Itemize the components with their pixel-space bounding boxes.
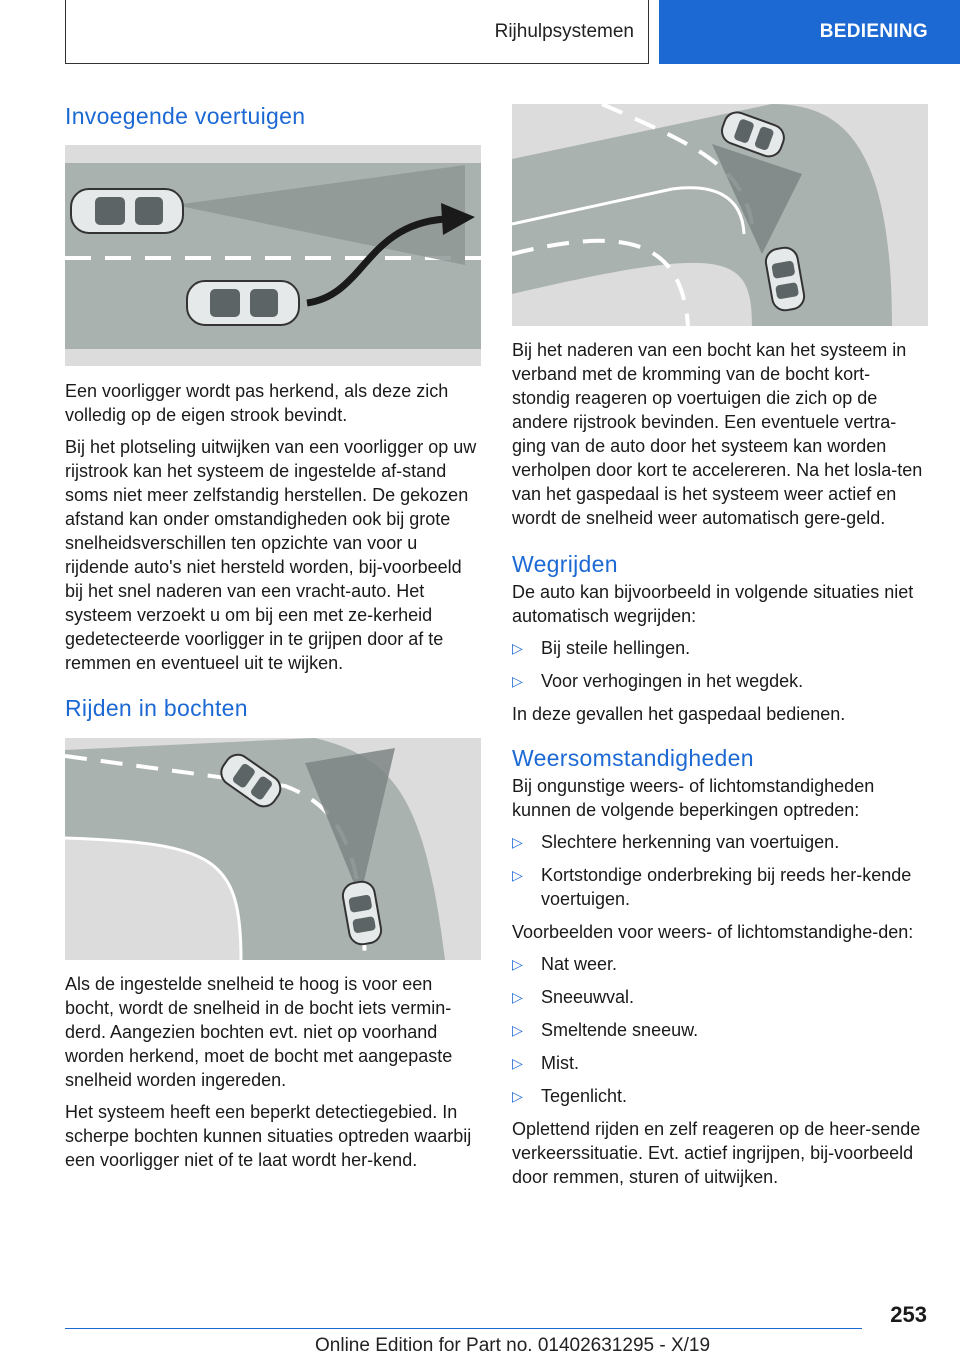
bullet-icon: ▷ <box>512 834 523 850</box>
list-weather-examples <box>512 952 928 1108</box>
figure-bend-left <box>65 738 481 960</box>
bullet-icon: ▷ <box>512 673 523 689</box>
footer-divider <box>65 1328 862 1329</box>
paragraph-recognition: Een voorligger wordt pas herkend, als deze zich volledig op de eigen strook bevindt. <box>65 381 449 425</box>
bullet-icon: ▷ <box>512 989 523 1005</box>
figure-merging-vehicle <box>65 145 481 366</box>
header-section-title: Rijhulpsystemen <box>494 20 634 42</box>
heading-merging-vehicles: Invoegende voertuigen <box>65 103 306 129</box>
heading-driving-bends: Rijden in bochten <box>65 695 248 721</box>
paragraph-other-lane: Bij het naderen van een bocht kan het systeem in verband met de kromming van de bocht kort-stondig reageren op voertuigen die zich op de andere rijstrook bevinden. Een eventuele vertra-ging van de auto door het systeem kan worden verholpen door kort te accelereren. Na het losla-ten van het gaspedaal is het systeem weer actief en wordt de snelheid weer automatisch gere-geld. <box>512 340 923 528</box>
paragraph-detection-range: Het systeem heeft een beperkt detectiegebied. In scherpe bochten kunnen situaties optreden waarbij een voorligger niet of te laat wordt her-kend. <box>65 1102 472 1170</box>
paragraph-weather-examples: Voorbeelden voor weers- of lichtomstandighe-den: <box>512 922 914 942</box>
header-section-box <box>65 0 649 64</box>
list-item: ▷ Nat weer. <box>512 954 618 974</box>
car-own-icon <box>187 281 299 325</box>
figure-bend-right <box>512 104 928 326</box>
list-item: ▷ Sneeuwval. <box>512 987 635 1007</box>
list-item: ▷ Kortstondige onderbreking bij reeds her-kende voertuigen. <box>512 865 912 909</box>
bullet-icon: ▷ <box>512 867 523 883</box>
list-item: ▷ Bij steile hellingen. <box>512 638 691 658</box>
list-driving-off <box>512 636 928 693</box>
bullet-icon: ▷ <box>512 956 523 972</box>
right-column <box>512 104 928 1197</box>
list-item: ▷ Voor verhogingen in het wegdek. <box>512 671 804 691</box>
list-item: ▷ Tegenlicht. <box>512 1086 628 1106</box>
paragraph-driving-off: De auto kan bijvoorbeeld in volgende situaties niet automatisch wegrijden: <box>512 582 914 626</box>
heading-weather: Weersomstandigheden <box>512 745 754 771</box>
footer-edition: Online Edition for Part no. 01402631295 - X/19 <box>315 1335 711 1356</box>
heading-driving-off: Wegrijden <box>512 551 618 577</box>
left-column <box>65 104 481 1180</box>
bullet-icon: ▷ <box>512 640 523 656</box>
paragraph-attentive-driving: Oplettend rijden en zelf reageren op de heer-sende verkeerssituatie. Evt. actief ingrijpen, bij-voorbeeld door remmen, sturen of uitwijken. <box>512 1119 921 1187</box>
bullet-icon: ▷ <box>512 1088 523 1104</box>
page-number: 253 <box>890 1302 927 1327</box>
list-weather-limits <box>512 830 928 911</box>
paragraph-bend-speed: Als de ingestelde snelheid te hoog is voor een bocht, wordt de snelheid in de bocht iets vermin-derd. Aangezien bochten evt. niet op voorhand worden herkend, moet de bocht met aangepaste snelheid worden ingereden. <box>65 974 453 1090</box>
header-chapter-box <box>659 0 960 64</box>
list-item: ▷ Mist. <box>512 1053 579 1073</box>
paragraph-sudden-swerve: Bij het plotseling uitwijken van een voorligger op uw rijstrook kan het systeem de ingestelde af-stand soms niet meer zelfstandig herstellen. De gekozen afstand kan onder omstandigheden ook bij grote snelheidsverschillen ten opzichte van voor u rijdende auto's niet hersteld worden, bij-voorbeeld bij het snel naderen van een vracht-auto. Het systeem verzoekt u om bij een met ze-kerheid gedetecteerde voorligger in te grijpen door af te remmen en eventueel uit te wijken. <box>65 437 477 673</box>
paragraph-weather-limits: Bij ongunstige weers- of lichtomstandigheden kunnen de volgende beperkingen optreden: <box>512 776 875 820</box>
header-chapter-title: BEDIENING <box>819 21 928 42</box>
list-item: ▷ Slechtere herkenning van voertuigen. <box>512 832 840 852</box>
car-front-icon <box>71 189 183 233</box>
paragraph-use-accelerator: In deze gevallen het gaspedaal bedienen. <box>512 704 846 724</box>
list-item: ▷ Smeltende sneeuw. <box>512 1020 699 1040</box>
bullet-icon: ▷ <box>512 1022 523 1038</box>
bullet-icon: ▷ <box>512 1055 523 1071</box>
